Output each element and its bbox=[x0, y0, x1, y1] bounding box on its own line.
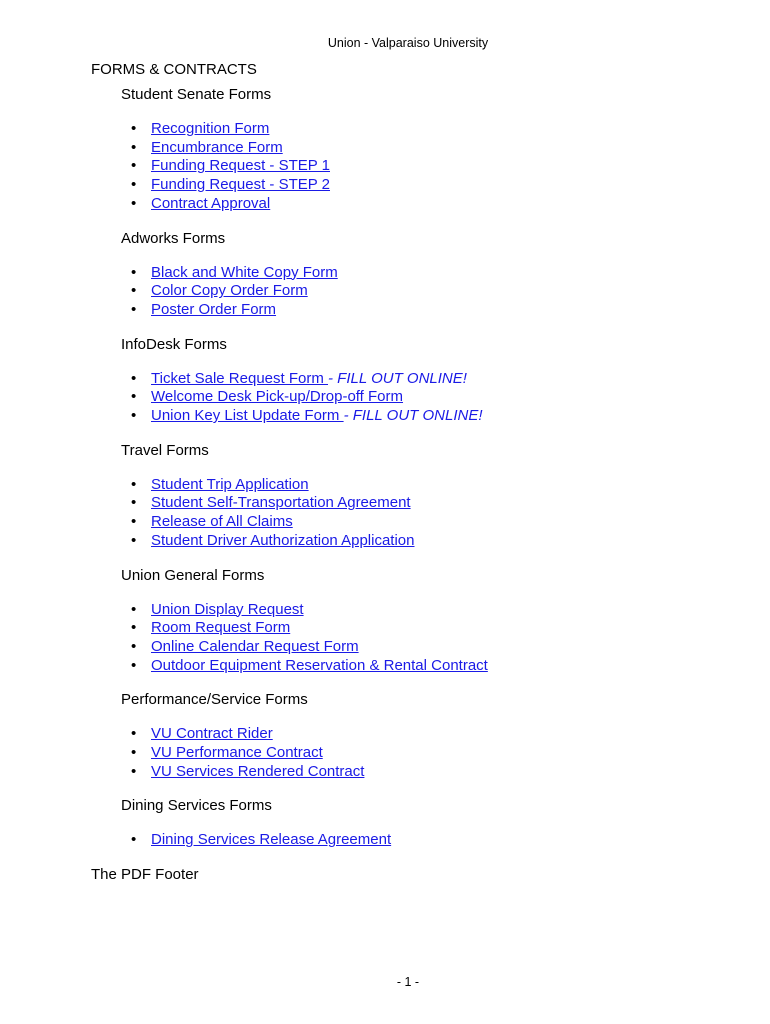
form-link[interactable]: Dining Services Release Agreement bbox=[151, 831, 392, 849]
bullet-icon: • bbox=[131, 744, 137, 762]
form-link[interactable]: Online Calendar Request Form bbox=[151, 637, 359, 655]
form-link-list bbox=[121, 264, 751, 320]
list-item bbox=[121, 301, 751, 320]
section-title: Dining Services Forms bbox=[121, 797, 272, 815]
fill-out-online-note: - FILL OUT ONLINE! bbox=[328, 369, 467, 387]
bullet-icon: • bbox=[131, 513, 137, 531]
bullet-icon: • bbox=[131, 176, 137, 194]
form-link-list bbox=[121, 370, 751, 426]
list-item bbox=[121, 476, 751, 495]
section-title: InfoDesk Forms bbox=[121, 335, 227, 353]
bullet-icon: • bbox=[131, 475, 137, 493]
pdf-footer-text: The PDF Footer bbox=[91, 866, 199, 884]
list-item bbox=[121, 195, 751, 214]
form-link-list bbox=[121, 725, 751, 781]
bullet-icon: • bbox=[131, 369, 137, 387]
list-item bbox=[121, 264, 751, 283]
list-item bbox=[121, 601, 751, 620]
form-link[interactable]: Black and White Copy Form bbox=[151, 263, 338, 281]
page-title: FORMS & CONTRACTS bbox=[91, 61, 257, 78]
forms-section bbox=[121, 565, 751, 676]
bullet-icon: • bbox=[131, 725, 137, 743]
form-link[interactable]: Outdoor Equipment Reservation & Rental Contract bbox=[151, 656, 488, 674]
bullet-icon: • bbox=[131, 619, 137, 637]
bullet-icon: • bbox=[131, 194, 137, 212]
section-title: Performance/Service Forms bbox=[121, 691, 308, 709]
list-item bbox=[121, 744, 751, 763]
form-link[interactable]: VU Performance Contract bbox=[151, 744, 323, 762]
bullet-icon: • bbox=[131, 494, 137, 512]
form-link[interactable]: Ticket Sale Request Form bbox=[151, 369, 329, 387]
list-item bbox=[121, 831, 751, 850]
list-item bbox=[121, 282, 751, 301]
bullet-icon: • bbox=[131, 600, 137, 618]
bullet-icon: • bbox=[131, 263, 137, 281]
form-link[interactable]: Funding Request - STEP 2 bbox=[151, 176, 330, 194]
form-link[interactable]: Union Key List Update Form bbox=[151, 407, 344, 425]
form-link[interactable]: VU Contract Rider bbox=[151, 725, 273, 743]
bullet-icon: • bbox=[131, 300, 137, 318]
form-link-list bbox=[121, 601, 751, 676]
form-link-list bbox=[121, 476, 751, 551]
bullet-icon: • bbox=[131, 120, 137, 137]
section-title: Union General Forms bbox=[121, 566, 265, 584]
forms-section bbox=[121, 689, 751, 781]
bullet-icon: • bbox=[131, 762, 137, 780]
section-title: Adworks Forms bbox=[121, 229, 226, 247]
list-item bbox=[121, 388, 751, 407]
form-link[interactable]: Color Copy Order Form bbox=[151, 282, 308, 300]
list-item bbox=[121, 370, 751, 389]
list-item bbox=[121, 513, 751, 532]
form-link[interactable]: Room Request Form bbox=[151, 619, 291, 637]
form-link[interactable]: Union Display Request bbox=[151, 600, 304, 618]
bullet-icon: • bbox=[131, 157, 137, 175]
document-body bbox=[91, 59, 751, 886]
form-link[interactable]: Student Trip Application bbox=[151, 475, 309, 493]
bullet-icon: • bbox=[131, 656, 137, 674]
form-link[interactable]: Welcome Desk Pick-up/Drop-off Form bbox=[151, 388, 404, 406]
form-link[interactable]: Release of All Claims bbox=[151, 513, 293, 531]
forms-sections bbox=[91, 84, 751, 850]
form-link[interactable]: Recognition Form bbox=[151, 120, 270, 137]
form-link[interactable]: Student Driver Authorization Application bbox=[151, 531, 415, 549]
list-item bbox=[121, 120, 751, 139]
form-link[interactable]: VU Services Rendered Contract bbox=[151, 762, 365, 780]
bullet-icon: • bbox=[131, 831, 137, 849]
page-header: Union - Valparaiso University bbox=[327, 36, 489, 50]
bullet-icon: • bbox=[131, 282, 137, 300]
list-item bbox=[121, 657, 751, 676]
list-item bbox=[121, 176, 751, 195]
page-number: - 1 - bbox=[396, 975, 420, 989]
forms-section bbox=[121, 228, 751, 320]
list-item bbox=[121, 619, 751, 638]
section-title: Travel Forms bbox=[121, 441, 209, 459]
list-item bbox=[121, 157, 751, 176]
list-item bbox=[121, 139, 751, 158]
forms-section bbox=[121, 84, 751, 214]
bullet-icon: • bbox=[131, 531, 137, 549]
list-item bbox=[121, 638, 751, 657]
list-item bbox=[121, 532, 751, 551]
list-item bbox=[121, 407, 751, 426]
forms-section bbox=[121, 334, 751, 426]
form-link-list bbox=[121, 831, 751, 850]
bullet-icon: • bbox=[131, 138, 137, 156]
form-link[interactable]: Contract Approval bbox=[151, 194, 271, 212]
forms-section bbox=[121, 795, 751, 850]
list-item bbox=[121, 494, 751, 513]
bullet-icon: • bbox=[131, 388, 137, 406]
form-link[interactable]: Funding Request - STEP 1 bbox=[151, 157, 330, 175]
list-item bbox=[121, 725, 751, 744]
list-item bbox=[121, 763, 751, 782]
forms-section bbox=[121, 440, 751, 551]
fill-out-online-note: - FILL OUT ONLINE! bbox=[343, 407, 483, 425]
section-title: Student Senate Forms bbox=[121, 86, 272, 103]
form-link-list bbox=[121, 120, 751, 214]
form-link[interactable]: Student Self-Transportation Agreement bbox=[151, 494, 411, 512]
form-link[interactable]: Poster Order Form bbox=[151, 300, 277, 318]
form-link[interactable]: Encumbrance Form bbox=[151, 138, 283, 156]
bullet-icon: • bbox=[131, 407, 137, 425]
bullet-icon: • bbox=[131, 637, 137, 655]
